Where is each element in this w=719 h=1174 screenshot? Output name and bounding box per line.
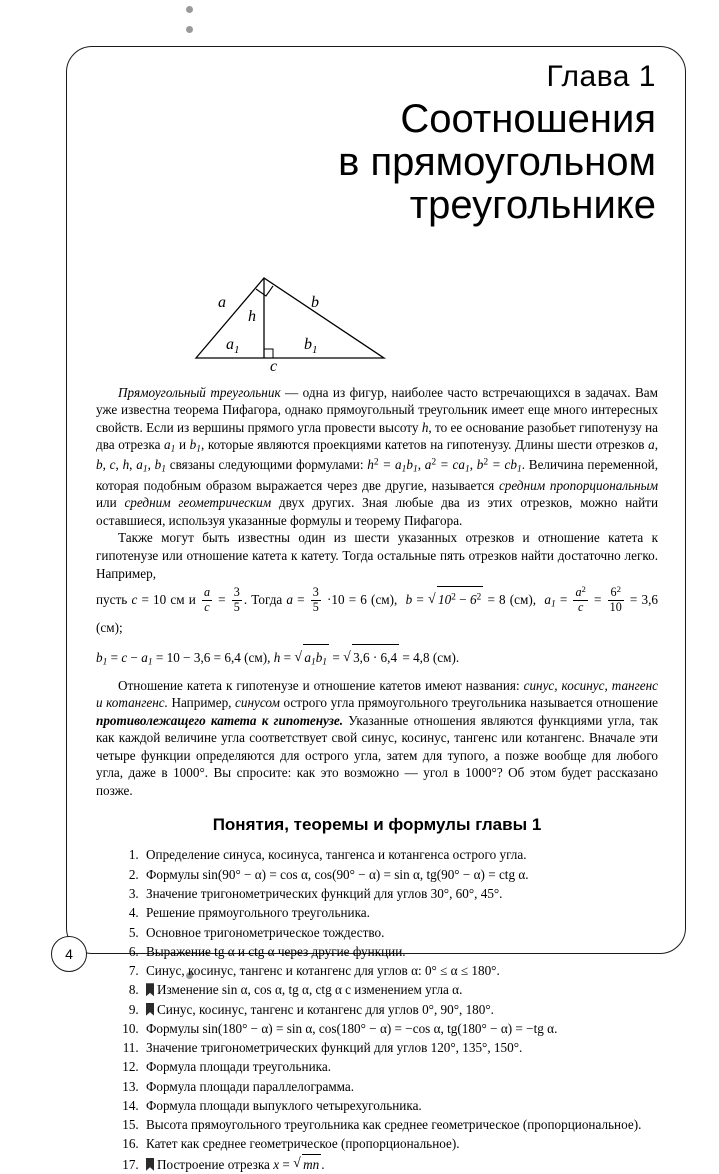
list-item: 7. Синус, косинус, тангенс и котангенс для углов α: 0° ≤ α ≤ 180°. xyxy=(142,961,658,980)
list-item: 16. Катет как среднее геометрическое (пропорциональное). xyxy=(142,1134,658,1153)
bookmark-icon xyxy=(146,1003,154,1016)
list-item: 11. Значение тригонометрических функций для углов 120°, 135°, 150°. xyxy=(142,1038,658,1057)
figure-label-c: c xyxy=(270,358,278,375)
figure-label-b1: $b_1$ xyxy=(304,336,318,357)
chapter-title-line-2: в прямоугольном xyxy=(338,140,656,185)
figure-label-h: h xyxy=(248,308,256,325)
page-number: 4 xyxy=(51,936,87,972)
list-item: 4. Решение прямоугольного треугольника. xyxy=(142,903,658,922)
bookmark-icon xyxy=(146,983,154,996)
page-content xyxy=(96,60,658,1174)
list-item: 17. Построение отрезка x = √ mn . xyxy=(142,1154,658,1174)
intro-paragraph-1: Прямоугольный треугольник — одна из фигур, наиболее часто встречающихся в задачах. Вам уже известна теорема Пифагора, однако прямоугольный треугольник имеет еще много интересных свойств. Если из вершины прямого угла провести высоту h, то ее основание разобьет гипотенузу на два отрезка $a_1$ и $b_1$, которые являются проекциями катетов на гипотенузу. Длины шести отрезков a, b, c, h, $a_1$, $b_1$ связаны следующими формулами: $h^2 = a_1b_1$, $a^2 = ca_1$, $b^2 = cb_1$. Величина переменной, которая подобным образом выражается через две другие, называется средним пропорциональным или средним геометрическим двух других. Зная любые два из этих отрезков, можно найти оставшиеся, используя указанные формулы и теорему Пифагора. xyxy=(96,384,659,528)
list-item: 9. Синус, косинус, тангенс и котангенс для углов 0°, 90°, 180°. xyxy=(142,1000,658,1019)
list-item: 13. Формула площади параллелограмма. xyxy=(142,1077,658,1096)
bookmark-icon xyxy=(146,1158,154,1171)
figure-label-a: a xyxy=(218,294,226,311)
intro-term-right-triangle: Прямоугольный треугольник xyxy=(118,384,281,400)
list-item: 14. Формула площади выпуклого четырехугольника. xyxy=(142,1096,658,1115)
chapter-title-line-3: треугольнике xyxy=(409,183,656,228)
figure-label-b: b xyxy=(311,294,319,311)
intro-text xyxy=(96,384,658,800)
figure-label-a1: $a_1$ xyxy=(226,336,240,357)
list-item: 2. Формулы sin(90° − α) = cos α, cos(90° − α) = sin α, tg(90° − α) = ctg α. xyxy=(142,865,658,884)
concepts-list xyxy=(96,845,658,1174)
worked-example-line-2: $b_1 = c - a_1 = 10 - 3,6 = 6,4$ (см), h = √ $a_1b_1$ = √ 3,6 · 6,4 = 4,8 (см). xyxy=(96,644,658,673)
list-item: 5. Основное тригонометрическое тождество. xyxy=(142,923,658,942)
chapter-label: Глава 1 xyxy=(546,60,656,93)
chapter-title-line-1: Соотношения xyxy=(400,97,656,141)
triangle-svg xyxy=(178,270,398,378)
list-item: 1. Определение синуса, косинуса, тангенса и котангенса острого угла. xyxy=(142,845,658,864)
intro-paragraph-2: Также могут быть известны один из шести указанных отрезков и отношение катета к гипотенузе или отношение катета к катету. Тогда остальные пять отрезков найти достаточно легко. Например, xyxy=(96,530,658,581)
list-item: 6. Выражение tg α и ctg α через другие функции. xyxy=(142,942,658,961)
section-title: Понятия, теоремы и формулы главы 1 xyxy=(212,815,542,835)
list-item: 8. Изменение sin α, cos α, tg α, ctg α с изменением угла α. xyxy=(142,980,658,999)
intro-paragraph-3: Отношение катета к гипотенузе и отношение катетов имеют названия: синус, косинус, тангенс и котангенс. Например, синусом острого угла прямоугольного треугольника называется отношение противолежащего катета к гипотенузе. Указанные отношения являются функциями угла, так как каждой величине угла соответствует свой синус, косинус, тангенс или котангенс. Вначале эти четыре функции определяются для острого угла, затем для тупого, а позже вообще для любого угла, даже в 1000°. Вы спросите: как это возможно — угол в 1000°? Об этом будет рассказано позже. xyxy=(96,677,658,798)
list-item: 3. Значение тригонометрических функций для углов 30°, 60°, 45°. xyxy=(142,884,658,903)
list-item: 12. Формула площади треугольника. xyxy=(142,1057,658,1076)
right-triangle-figure xyxy=(178,270,398,380)
worked-example-line-1: пусть c = 10 см и $\frac{a}{c}$ = $\frac{3}{5}$ . Тогда a = $\frac{3}{5}$ ·10 = 6 (см), b = √ $10^2 - 6^2 = 8$ (см), $a_1$ = $\frac{a^2}{c}$ = $\frac{6^2}{10}$ = 3,6 (см); xyxy=(96,585,658,641)
list-item: 10. Формулы sin(180° − α) = sin α, cos(180° − α) = −cos α, tg(180° − α) = −tg α. xyxy=(142,1019,658,1038)
list-item: 15. Высота прямоугольного треугольника как среднее геометрическое (пропорциональное). xyxy=(142,1115,658,1134)
page-title xyxy=(96,98,658,228)
